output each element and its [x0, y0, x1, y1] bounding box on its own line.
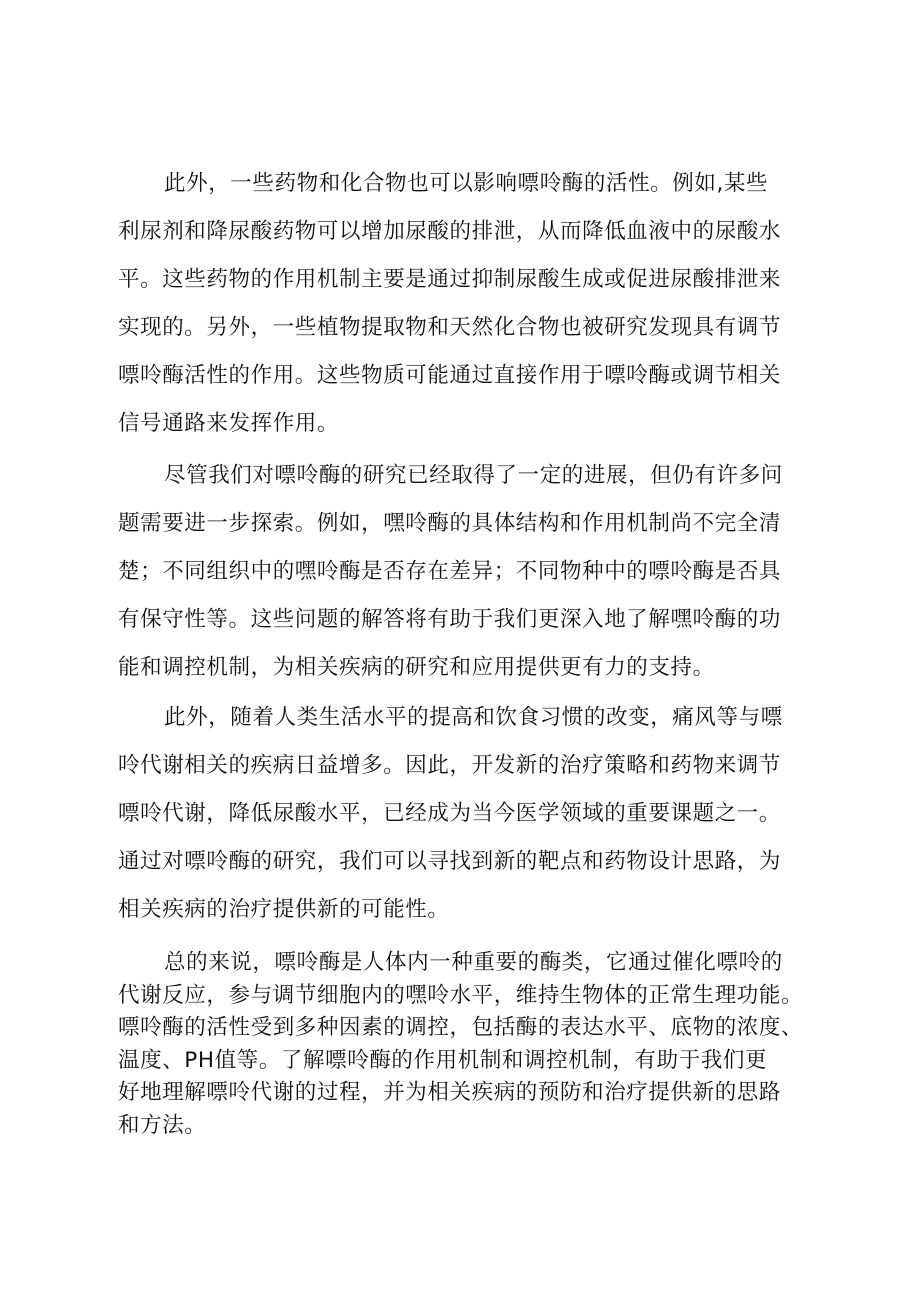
paragraph-4: [118, 947, 818, 1142]
paragraph-line: 好地理解嘌呤代谢的过程，并为相关疾病的预防和治疗提供新的思路: [118, 1080, 782, 1105]
paragraph-line: 呤代谢相关的疾病日益增多。因此，开发新的治疗策略和药物来调节: [118, 753, 782, 778]
paragraph-line: 题需要进一步探索。例如，嘿呤酶的具体结构和作用机制尚不完全清: [118, 511, 782, 536]
paragraph-2: [118, 452, 818, 692]
paragraph-line: 温度、PH值等。了解嘌呤酶的作用机制和调控机制，有助于我们更: [118, 1047, 768, 1073]
paragraph-1: [118, 160, 818, 448]
paragraph-line: 有保守性等。这些问题的解答将有助于我们更深入地了解嘿呤酶的功: [118, 607, 782, 632]
paragraph-line: 和方法。: [118, 1112, 207, 1138]
paragraph-line: 通过对嘌呤酶的研究，我们可以寻找到新的靶点和药物设计思路，为: [118, 849, 782, 874]
paragraph-line: 嘌呤酶的活性受到多种因素的调控，包括酶的表达水平、底物的浓度、: [118, 1015, 804, 1040]
paragraph-line: 此外，一些药物和化合物也可以影响嘌呤酶的活性。例如,某些: [164, 171, 769, 196]
paragraph-line: 楚；不同组织中的嘿呤酶是否存在差异；不同物种中的嘌呤酶是否具: [118, 559, 782, 584]
paragraph-line: 此外，随着人类生活水平的提高和饮食习惯的改变，痛风等与嘌: [164, 705, 783, 730]
paragraph-line: 利尿剂和降尿酸药物可以增加尿酸的排泄，从而降低血液中的尿酸水: [118, 219, 782, 244]
paragraph-line: 嘌呤酶活性的作用。这些物质可能通过直接作用于嘌呤酶或调节相关: [118, 363, 782, 388]
paragraph-line: 总的来说，嘌呤酶是人体内一种重要的酶类，它通过催化嘌呤的: [164, 950, 783, 975]
paragraph-line: 代谢反应，参与调节细胞内的嘿呤水平，维持生物体的正常生理功能。: [118, 982, 804, 1008]
paragraph-line: 能和调控机制，为相关疾病的研究和应用提供更有力的支持。: [118, 655, 715, 680]
paragraph-3: [118, 694, 818, 934]
paragraph-line: 平。这些药物的作用机制主要是通过抑制尿酸生成或促进尿酸排泄来: [118, 267, 782, 292]
paragraph-line: 嘌呤代谢，降低尿酸水平，已经成为当今医学领域的重要课题之一。: [118, 801, 782, 826]
paragraph-line: 相关疾病的治疗提供新的可能性。: [118, 897, 450, 922]
paragraph-line: 实现的。另外，一些植物提取物和天然化合物也被研究发现具有调节: [118, 315, 782, 340]
paragraph-line: 尽管我们对嘌呤酶的研究已经取得了一定的进展，但仍有许多问: [164, 463, 783, 488]
paragraph-line: 信号通路来发挥作用。: [118, 411, 340, 436]
